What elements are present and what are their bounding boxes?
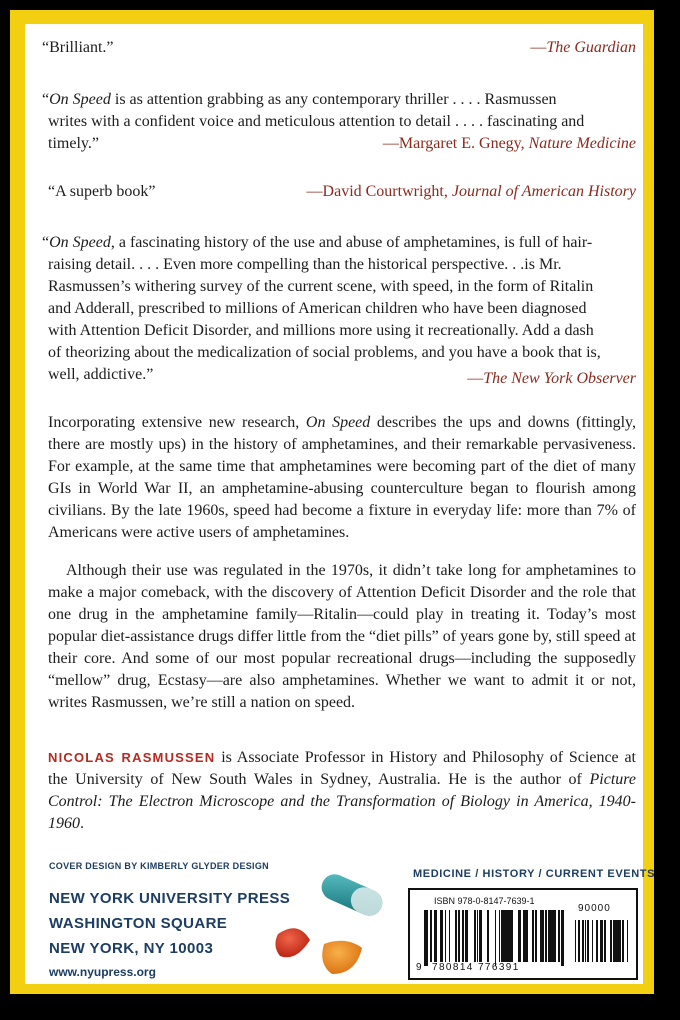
author-name: NICOLAS RASMUSSEN xyxy=(48,750,216,765)
publisher-address: WASHINGTON SQUARE xyxy=(49,915,228,932)
barcode-bar xyxy=(601,920,602,962)
barcode-bar xyxy=(627,920,628,962)
review-quote-line: and Adderall, prescribed to millions of American children who have been diagnosed xyxy=(48,300,587,317)
barcode-bar xyxy=(536,910,537,962)
isbn-barcode-bars xyxy=(424,910,564,962)
barcode-bar xyxy=(555,910,556,962)
barcode-bar xyxy=(620,920,621,962)
review-quote: “A superb book” xyxy=(48,183,156,200)
author-bio: NICOLAS RASMUSSEN is Associate Professor in History and Philosophy of Science at the University of New South Wales in Sydney, Australia. He is the author of Picture Control: The Electron Microscope and the Transformation of Biology in America, 1940-1960. xyxy=(48,749,637,832)
review-quote: “Brilliant.” xyxy=(42,39,114,56)
barcode xyxy=(408,888,638,980)
review-quote-line: raising detail. . . . Even more compelling than the historical perspective. . .is Mr. xyxy=(48,256,562,273)
barcode-bar xyxy=(436,910,437,962)
barcode-bar xyxy=(430,910,432,962)
review-quote-line: with Attention Deficit Disorder, and millions more using it recreationally. Add a dash xyxy=(48,322,594,339)
review-quote-line: of theorizing about the medicalization of social problems, and you have a book that is, xyxy=(48,344,601,361)
barcode-bar xyxy=(495,910,496,966)
barcode-bar xyxy=(480,910,482,962)
cover-design-credit: COVER DESIGN BY KIMBERLY GLYDER DESIGN xyxy=(49,861,269,871)
publisher-name: NEW YORK UNIVERSITY PRESS xyxy=(49,890,291,907)
barcode-bar xyxy=(575,920,576,962)
barcode-bar xyxy=(578,920,580,962)
review-quote: “On Speed, a fascinating history of the use and abuse of amphetamines, is full of hair- xyxy=(42,234,593,251)
barcode-bar xyxy=(511,910,513,962)
barcode-bar xyxy=(592,920,593,962)
barcode-bar xyxy=(487,910,488,962)
review-quote: “On Speed is as attention grabbing as any contemporary thriller . . . . Rasmussen xyxy=(42,91,557,108)
isbn-text: ISBN 978-0-8147-7639-1 xyxy=(434,896,535,906)
orange-pill-icon xyxy=(322,941,362,974)
barcode-bar xyxy=(585,920,586,962)
barcode-bar xyxy=(440,910,442,962)
review-source: —Margaret E. Gnegy, Nature Medicine xyxy=(382,135,636,152)
review-quote-line: writes with a confident voice and meticulous attention to detail . . . . fascinating and xyxy=(48,113,585,130)
publisher-city: NEW YORK, NY 10003 xyxy=(49,940,214,957)
price-code: 90000 xyxy=(578,903,611,914)
categories: MEDICINE / HISTORY / CURRENT EVENTS xyxy=(413,868,656,880)
barcode-bar xyxy=(445,910,446,962)
barcode-bar xyxy=(587,920,588,962)
description-paragraph: Although their use was regulated in the 1970s, it didn’t take long for amphetamines to make a major comeback, with the discovery of Attention Deficit Disorder and the role that one drug in the amphetamine family—Ritalin—could play in treating it. Today’s most popular diet-assistance drugs differ little from the “diet pills” of years gone by, still speed at their core. And some of our most popular recreational drugs—including the supposedly “mellow” drug, Ecstasy—are also amphetamines. Whether we want to admit it or not, writes Rasmussen, we’re still a nation on speed. xyxy=(48,562,636,711)
barcode-first-digit: 9 xyxy=(416,962,422,973)
barcode-bar xyxy=(458,910,460,962)
barcode-bar xyxy=(467,910,468,962)
pills-logo-icon xyxy=(270,870,390,990)
review-quote-line: timely.” xyxy=(48,135,99,152)
barcode-bar xyxy=(563,910,564,966)
barcode-bar xyxy=(527,910,528,962)
red-pill-icon xyxy=(275,928,310,957)
barcode-digits: 780814 776391 xyxy=(432,962,520,973)
barcode-bar xyxy=(622,920,623,962)
barcode-bar xyxy=(425,910,427,966)
barcode-bar xyxy=(462,910,463,962)
barcode-bar xyxy=(520,910,521,962)
description-paragraph: Incorporating extensive new research, On Speed describes the ups and downs (fittingly, there are mostly ups) in the history of amphetamines, and their remarkable pervasiveness. For example, at the same time that amphetamines were becoming part of the diet of many GIs in World War II, an amphetamine-abusing counterculture began to flourish among civilians. By the late 1960s, speed had become a fixture in everyday life: more than 7% of Americans were active users of amphetamines. xyxy=(48,414,636,541)
barcode-bar xyxy=(604,920,606,962)
review-source: —David Courtwright, Journal of American History xyxy=(306,183,636,200)
review-quote-line: well, addictive.” xyxy=(48,366,154,383)
price-barcode-bars xyxy=(572,920,628,962)
review-quote-line: Rasmussen’s withering survey of the current scene, with speed, in the form of Ritalin xyxy=(48,278,594,295)
review-source: —The Guardian xyxy=(530,39,636,56)
barcode-bar xyxy=(597,920,598,962)
barcode-bar xyxy=(449,910,450,962)
review-source: —The New York Observer xyxy=(467,370,636,387)
publisher-website[interactable]: www.nyupress.org xyxy=(49,965,156,979)
